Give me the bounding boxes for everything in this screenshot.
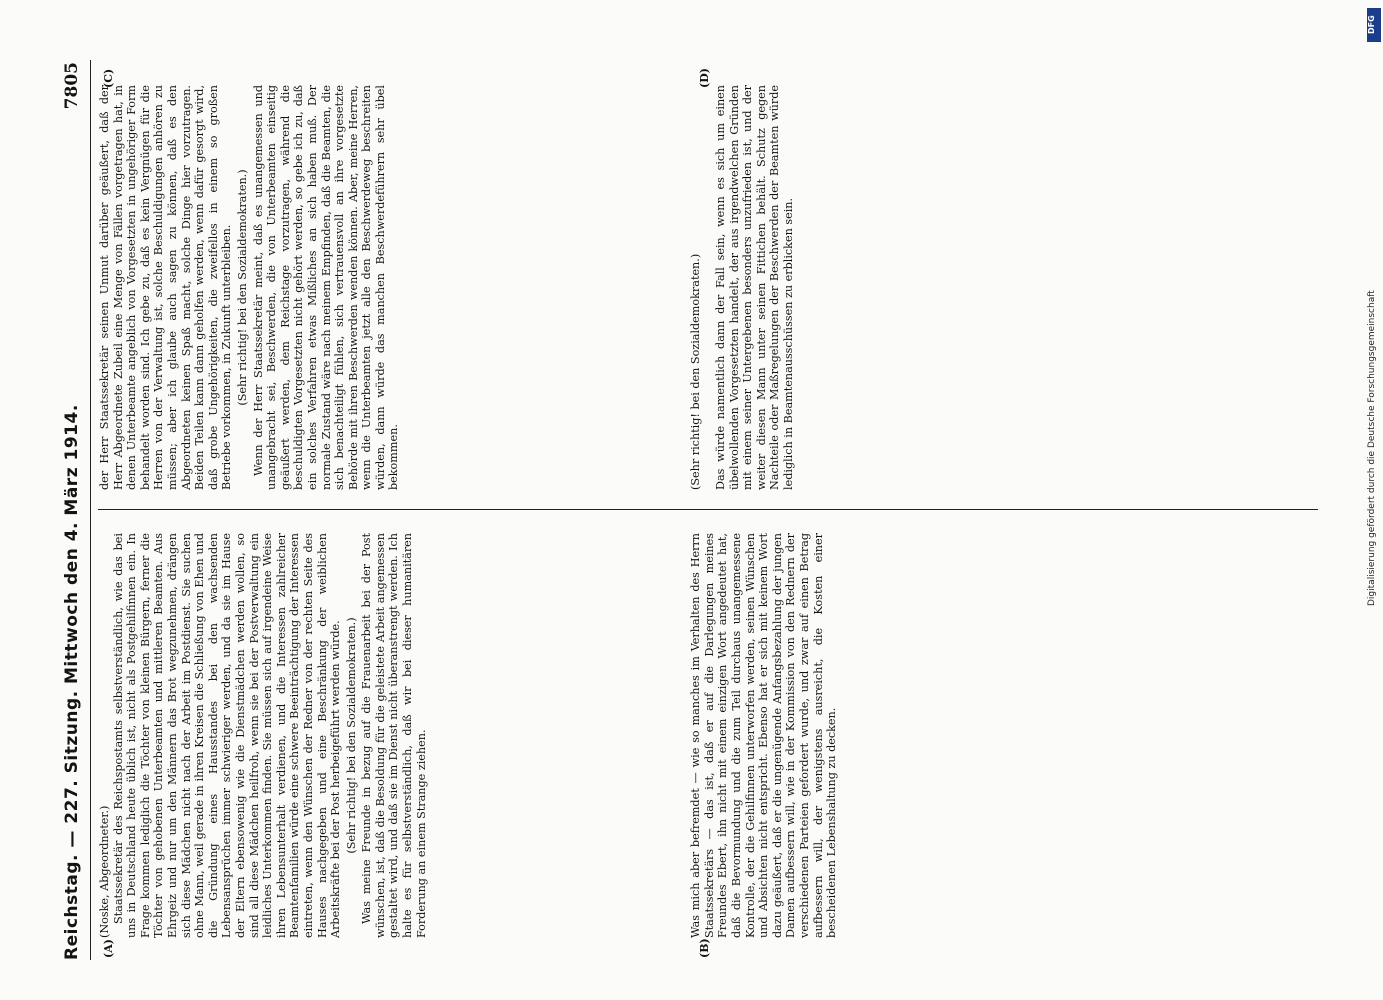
left-column xyxy=(98,533,678,938)
left-paragraph: Was meine Freunde in bezug auf die Frauenarbeit bei der Post wünschen, ist, daß die Besoldung für die geleistete Arbeit angemessen gestaltet wird, und daß sie im Dienst nicht überanstrengt werden. Ich halte es für selbstverständlich, daß wir bei dieser humanitären Forderung an einem Strange ziehen. xyxy=(360,533,428,938)
right-column-lower xyxy=(678,85,1318,490)
speaker-note: (Noske, Abgeordneter.) xyxy=(98,805,111,938)
margin-mark-a: (A) xyxy=(102,939,115,958)
margin-mark-d: (D) xyxy=(698,68,711,88)
header-title: Reichstag. — 227. Sitzung. Mittwoch den 4. März 1914. xyxy=(62,404,82,960)
header-rule xyxy=(90,60,91,960)
right-interjection: (Sehr richtig! bei den Sozialdemokraten.) xyxy=(235,169,249,406)
left-paragraph: Was mich aber befremdet — wie so manches im Verhalten des Herrn Staatssekretärs — das ist, daß er auf die Darlegungen meines Freundes Ebert, ihn nicht mit einem einzigen Wort angedeutet hat, daß die Bevormundung und die zum Teil durchaus unangemessene Kontrolle, der die Gehilfinnen unterworfen werden, seinen Wünschen und Absichten nicht entspricht. Ebenso hat er sich mit keinem Wort dazu geäußert, daß er die ungenügende Anfangsbezahlung der jungen Damen aufbessern will, wie in der Kommission von den Rednern der verschiedenen Parteien gefordert wurde, und zwar auf einen Betrag aufbessern will, der wenigstens ausreicht, die Kosten einer bescheidenen Lebenshaltung zu decken. xyxy=(689,533,839,938)
right-interjection: (Sehr richtig! bei den Sozialdemokraten.) xyxy=(689,253,703,490)
page-header xyxy=(58,60,98,960)
left-column-lower xyxy=(678,533,1318,938)
margin-mark-b: (B) xyxy=(698,938,711,958)
right-paragraph: Das würde namentlich dann der Fall sein, wenn es sich um einen übelwollenden Vorgesetzten handelt, der aus irgendwelchen Gründen mit einem seiner Untergebenen besonders unzufrieden ist, und der weiter diesen Mann unter seinen Fittichen behält. Schutz gegen Nachteile oder Maßregelungen der Beschwerden der Beamten würde lediglich in Beamtenausschüssen zu erblicken sein. xyxy=(713,85,795,490)
column-divider xyxy=(98,509,678,510)
right-paragraph: der Herr Staatssekretär seinen Unmut darüber geäußert, daß der Herr Abgeordnete Zubeil eine Menge von Fällen vorgetragen hat, in denen Unterbeamte angeblich von Vorgesetzten in ungehöriger Form behandelt worden sind. Ich gebe zu, daß es kein Vergnügen für die Herren von der Verwaltung ist, solche Beschuldigungen anhören zu müssen; aber ich glaube auch sagen zu können, daß es den Abgeordneten keinen Spaß macht, solche Dinge hier vorzutragen. Beiden Teilen kann dann geholfen werden, wenn dafür gesorgt wird, daß grobe Ungehörigkeiten, die zweifellos in einem so großen Betriebe vorkommen, in Zukunft unterbleiben. xyxy=(98,85,234,490)
dfg-logo: DFG xyxy=(1367,8,1381,42)
left-paragraph: Staatssekretär des Reichspostamts selbstverständlich, wie das bei uns in Deutschland heute üblich ist, nicht als Postgehilfinnen ein. In Frage kommen lediglich die Töchter von kleinen Bürgern, ferner die Töchter von gehobenen Unterbeamten und mittleren Beamten. Aus Ehrgeiz und nur um den Männern das Brot wegzunehmen, drängen sich diese Mädchen nicht nach der Arbeit im Postdienst. Sie suchen ohne Mann, weil gerade in ihren Kreisen die Schließung von Ehen und die Gründung eines Hausstandes bei den wachsenden Lebensansprüchen immer schwieriger werden, und da sie im Hause der Eltern ebensowenig wie die Dienstmädchen werden wollen, so sind all diese Mädchen heilfroh, wenn sie bei der Postverwaltung ein leidliches Unterkommen finden. Sie müssen sich auf irgendeine Weise ihren Lebensunterhalt verdienen, und die Interessen zahlreicher Beamtenfamilien würde eine schwere Beeinträchtigung der Interessen eintreten, wenn den Wünschen der Redner von der rechten Seite des Hauses nachgegeben und eine Beschränkung der weiblichen Arbeitskräfte bei der Post herbeigeführt werden würde. xyxy=(111,533,343,938)
digitization-note: Digitalisierung gefördert durch die Deutsche Forschungsgemeinschaft xyxy=(1367,290,1377,606)
right-paragraph: Wenn der Herr Staatssekretär meint, daß es unangemessen und unangebracht sei, Beschwerden, die von Unterbeamten einseitig geäußert werden, dem Reichstage vorzutragen, während die beschuldigten Vorgesetzten nicht gehört werden, so gebe ich zu, daß ein solches Verfahren etwas Mißliches an sich haben muß. Der normale Zustand wäre nach meinem Empfinden, daß die Beamten, die sich benachteiligt fühlen, sich vertrauensvoll an ihre vorgesetzte Behörde mit ihren Beschwerden wenden können. Aber, meine Herren, wenn die Unterbeamten jetzt alle den Beschwerdeweg beschreiten würden, dann würde das manchen Beschwerdeführern sehr übel bekommen. xyxy=(251,85,401,490)
column-divider-lower xyxy=(678,509,1318,510)
page-number: 7805 xyxy=(62,62,82,110)
rotated-newspaper-sheet xyxy=(58,60,1358,960)
right-column xyxy=(98,85,678,490)
left-interjection: (Sehr richtig! bei den Sozialdemokraten.) xyxy=(344,617,358,854)
margin-mark-c: (C) xyxy=(102,68,115,88)
